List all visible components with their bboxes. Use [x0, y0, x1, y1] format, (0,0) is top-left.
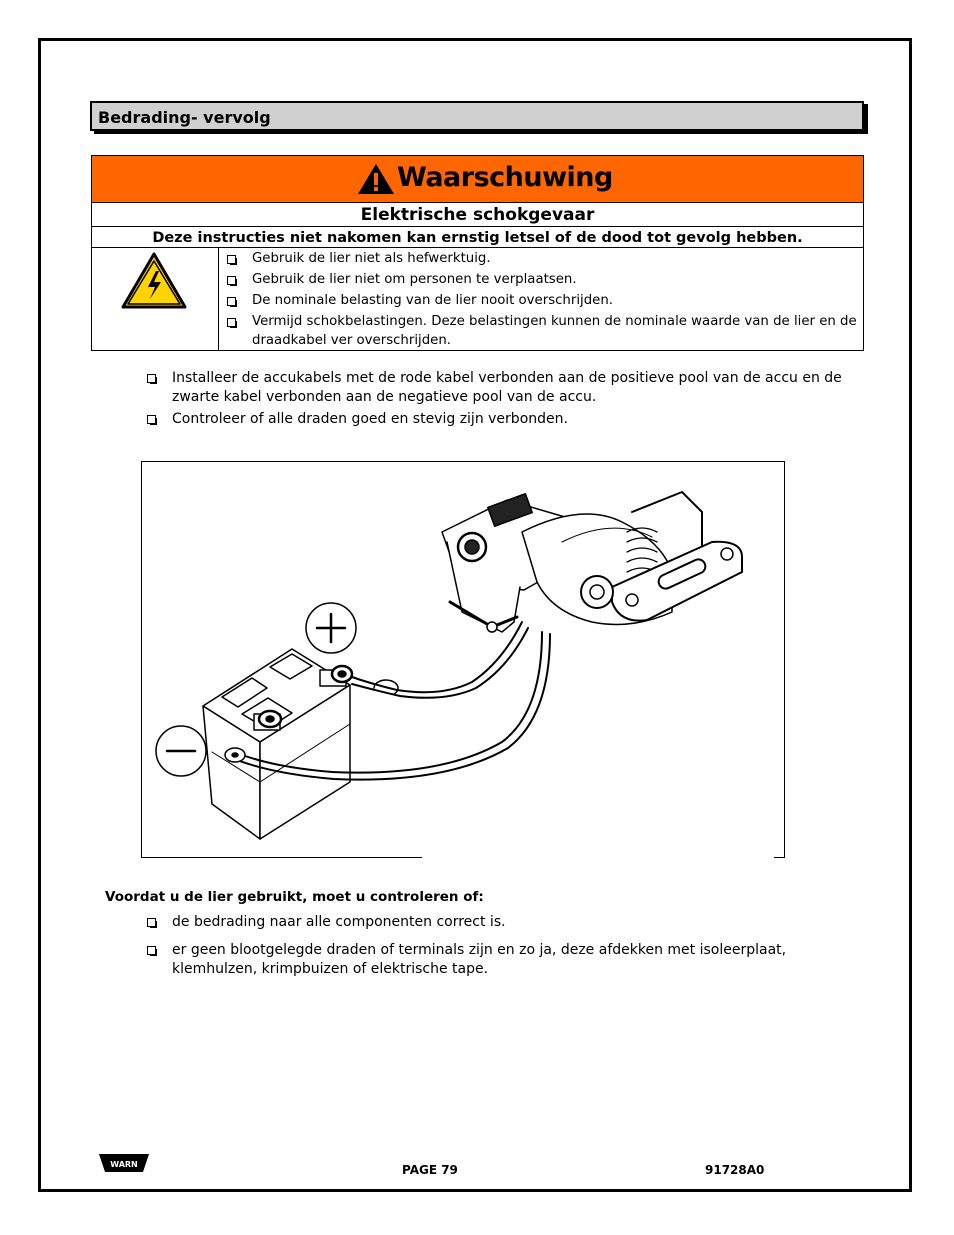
- minus-symbol-icon: [156, 726, 206, 776]
- check-item: de bedrading naar alle componenten correct is.: [145, 913, 845, 932]
- warning-item: Gebruik de lier niet om personen te verplaatsen.: [225, 271, 861, 290]
- battery-icon: [203, 649, 352, 839]
- checkbox-bullet-icon: [147, 415, 156, 424]
- warning-list: [225, 250, 861, 350]
- document-number: 91728A0: [705, 1163, 765, 1177]
- instruction-list: [145, 369, 845, 432]
- warning-item: Gebruik de lier niet als hefwerktuig.: [225, 250, 861, 269]
- figure-caption-gap: [422, 853, 774, 863]
- checks-intro: Voordat u de lier gebruikt, moet u controleren of:: [105, 889, 484, 905]
- battery-winch-illustration: [142, 462, 784, 857]
- warning-box: [91, 155, 864, 351]
- instruction-item: Controleer of alle draden goed en stevig zijn verbonden.: [145, 410, 845, 429]
- warn-logo-icon: [98, 1151, 150, 1175]
- warning-title: Waarschuwing: [397, 162, 613, 193]
- instruction-item: Installeer de accukabels met de rode kabel verbonden aan de positieve pool van de accu en de zwarte kabel verbonden aan de negatieve pool van de accu.: [145, 369, 845, 407]
- hazard-text: Elektrische schokgevaar: [360, 205, 595, 225]
- plus-symbol-icon: [306, 603, 356, 653]
- checkbox-bullet-icon: [147, 374, 156, 383]
- warning-triangle-icon: [356, 162, 396, 196]
- hazard-icon-cell: [92, 248, 219, 350]
- check-list: [145, 913, 845, 982]
- check-item: er geen blootgelegde draden of terminals zijn en zo ja, deze afdekken met isoleerplaat, klemhulzen, krimpbuizen of elektrische tape.: [145, 941, 845, 979]
- warning-item: Vermijd schokbelastingen. Deze belastingen kunnen de nominale waarde van de lier en de draadkabel ver overschrijden.: [225, 313, 861, 350]
- wiring-figure: [141, 461, 785, 858]
- svg-text:WARN: WARN: [110, 1160, 138, 1169]
- checkbox-bullet-icon: [227, 297, 236, 306]
- checkbox-bullet-icon: [147, 918, 156, 927]
- checkbox-bullet-icon: [147, 946, 156, 955]
- warning-banner: [92, 156, 863, 203]
- hazard-row: [92, 203, 863, 227]
- consequence-row: [92, 227, 863, 248]
- page-number: PAGE 79: [402, 1163, 458, 1177]
- checkbox-bullet-icon: [227, 318, 236, 327]
- section-header: [90, 101, 864, 131]
- warning-item: De nominale belasting van de lier nooit overschrijden.: [225, 292, 861, 311]
- checkbox-bullet-icon: [227, 255, 236, 264]
- section-title: Bedrading- vervolg: [98, 108, 271, 127]
- winch-icon: [442, 492, 742, 632]
- electric-shock-icon: [120, 251, 188, 311]
- consequence-text: Deze instructies niet nakomen kan ernstig letsel of de dood tot gevolg hebben.: [152, 230, 803, 246]
- checkbox-bullet-icon: [227, 276, 236, 285]
